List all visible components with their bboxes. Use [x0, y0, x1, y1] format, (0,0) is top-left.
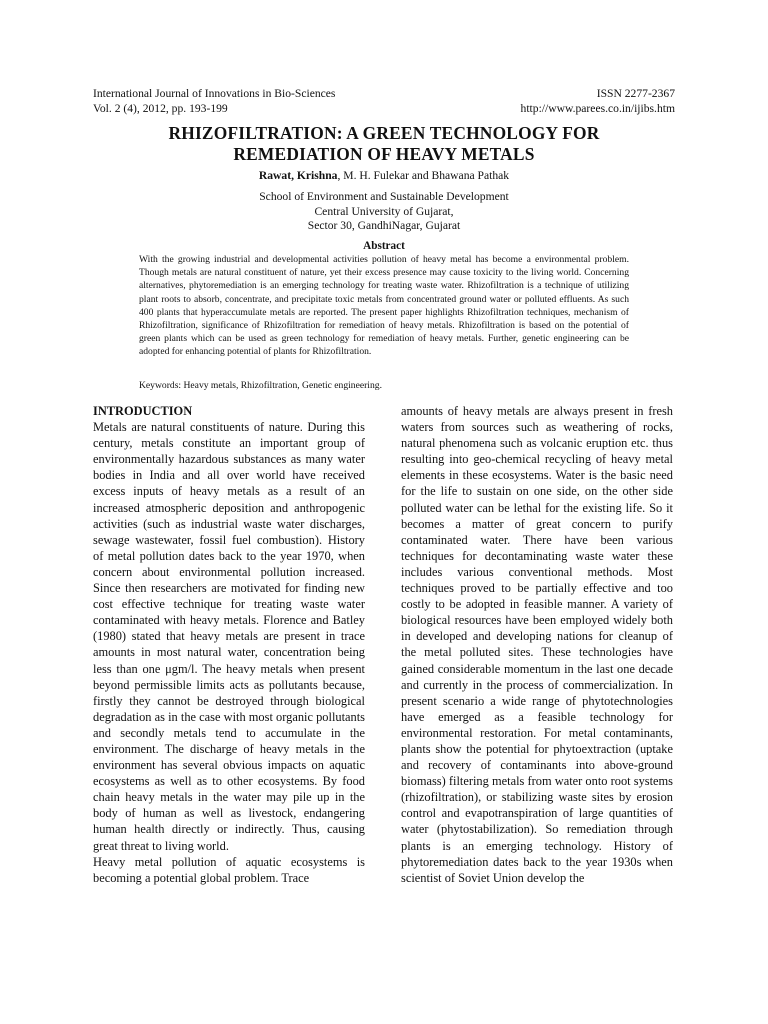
- first-author: Rawat, Krishna: [258, 169, 338, 182]
- affiliation-line-3: Sector 30, GandhiNagar, Gujarat: [307, 219, 461, 232]
- running-header: [93, 86, 675, 116]
- volume-info: Vol. 2 (4), 2012, pp. 193-199: [93, 102, 228, 115]
- issn: ISSN 2277-2367: [596, 87, 675, 100]
- left-column: [93, 403, 365, 886]
- section-heading-introduction: INTRODUCTION: [93, 404, 193, 418]
- intro-paragraph-2-continued: amounts of heavy metals are always present in fresh waters from sources such as weathering of rocks, natural phenomena such as volcanic eruption etc. thus resulting into geo-chemical recycling of heavy metal elements in these ecosystems. Water is the basic need for the life to sustain on one side, on the other side polluted water can be lethal for the existing life. So it becomes a matter of great concern to purify contaminated water. There have been various techniques for decontaminating waste water these includes various conventional methods. Most techniques proved to be partially effective and too costly to be adopted in feasible manner. A variety of biological resources have been employed widely both in developed and developing nations for cleanup of the metal polluted sites. These technologies have gained considerable momentum in the last one decade and currently in the process of commercialization. In present scenario a wide range of phytotechnologies have emerged as a feasible technology for environmental restoration. For metal contaminants, plants show the potential for phytoextraction (uptake and recovery of contaminants into above-ground biomass) filtering metals from water onto root systems (rhizofiltration), or stabilizing waste sites by erosion control and evapotranspiration of large quantities of water (phytostabilization). So remediation through plants is an emerging technology. History of phytoremediation dates back to the year 1930s when scientist of Soviet Union develop the: [401, 404, 673, 885]
- paper-title: [60, 123, 708, 165]
- title-line-2: REMEDIATION OF HEAVY METALS: [233, 144, 535, 164]
- intro-paragraph-1: Metals are natural constituents of nature. During this century, metals constitute an important group of environmentally hazardous substances as many water bodies in India and all over world have received excess inputs of heavy metals as a result of an increased atmospheric deposition and anthropogenic activities (such as industrial waste water discharges, sewage wastewater, fossil fuel combustion). History of metal pollution dates back to the year 1970, when concern about environmental pollution increased. Since then researchers are motivated for finding new cost effective technique for treating waste water contaminated with heavy metals. Florence and Batley (1980) stated that heavy metals are present in trace amounts in most natural water, concentration being less than one μgm/l. The heavy metals when present beyond permissible limits acts as pollutants because, firstly they cannot be destroyed through biological degradation as in the case with most organic pollutants and secondly metals tend to accumulate in the environment. The discharge of heavy metals in the environment has several obvious impacts on aquatic ecosystems as well as to other ecosystems. By food chain heavy metals in the water may pile up in the body of human as well as livestock, endangering human health directly or indirectly. Thus, causing great threat to living world.: [93, 420, 365, 853]
- abstract-heading: Abstract: [363, 240, 405, 252]
- journal-url[interactable]: http://www.parees.co.in/ijibs.htm: [520, 102, 675, 115]
- right-column: [401, 403, 673, 886]
- intro-paragraph-2-start: Heavy metal pollution of aquatic ecosystems is becoming a potential global problem. Trace: [93, 854, 365, 885]
- keywords: Keywords: Heavy metals, Rhizofiltration, Genetic engineering.: [139, 380, 382, 391]
- other-authors: , M. H. Fulekar and Bhawana Pathak: [337, 169, 510, 182]
- authors: [60, 168, 708, 183]
- title-line-1: RHIZOFILTRATION: A GREEN TECHNOLOGY FOR: [168, 123, 600, 143]
- affiliation-line-2: Central University of Gujarat,: [314, 204, 454, 218]
- abstract-text: With the growing industrial and developmental activities pollution of heavy metal has become a environmental problem. Though metals are natural constituent of nature, yet their excess presence may cause toxicity to the living world. Concerning alternatives, phytoremediation is an emerging technology for treating waste water. Rhizofiltration is a technique of utilizing plant roots to absorb, concentrate, and precipitate toxic metals from concentrated ground water or polluted effluents. As such 400 plants that hyperaccumulate metals are reported. The present paper highlights Rhizofiltration techniques, mechanism of Rhizofiltration, significance of Rhizofiltration for remediation of heavy metals. Rhizofiltration is based on the potential of green plants which can be used as green technology for remediation of heavy metals. Further, genetic engineering can be adopted for enhancing potential of plants for Rhizofiltration.: [139, 254, 629, 358]
- affiliation-line-1: School of Environment and Sustainable Development: [259, 190, 509, 203]
- affiliation: [60, 190, 708, 234]
- journal-name: International Journal of Innovations in Bio-Sciences: [93, 87, 336, 100]
